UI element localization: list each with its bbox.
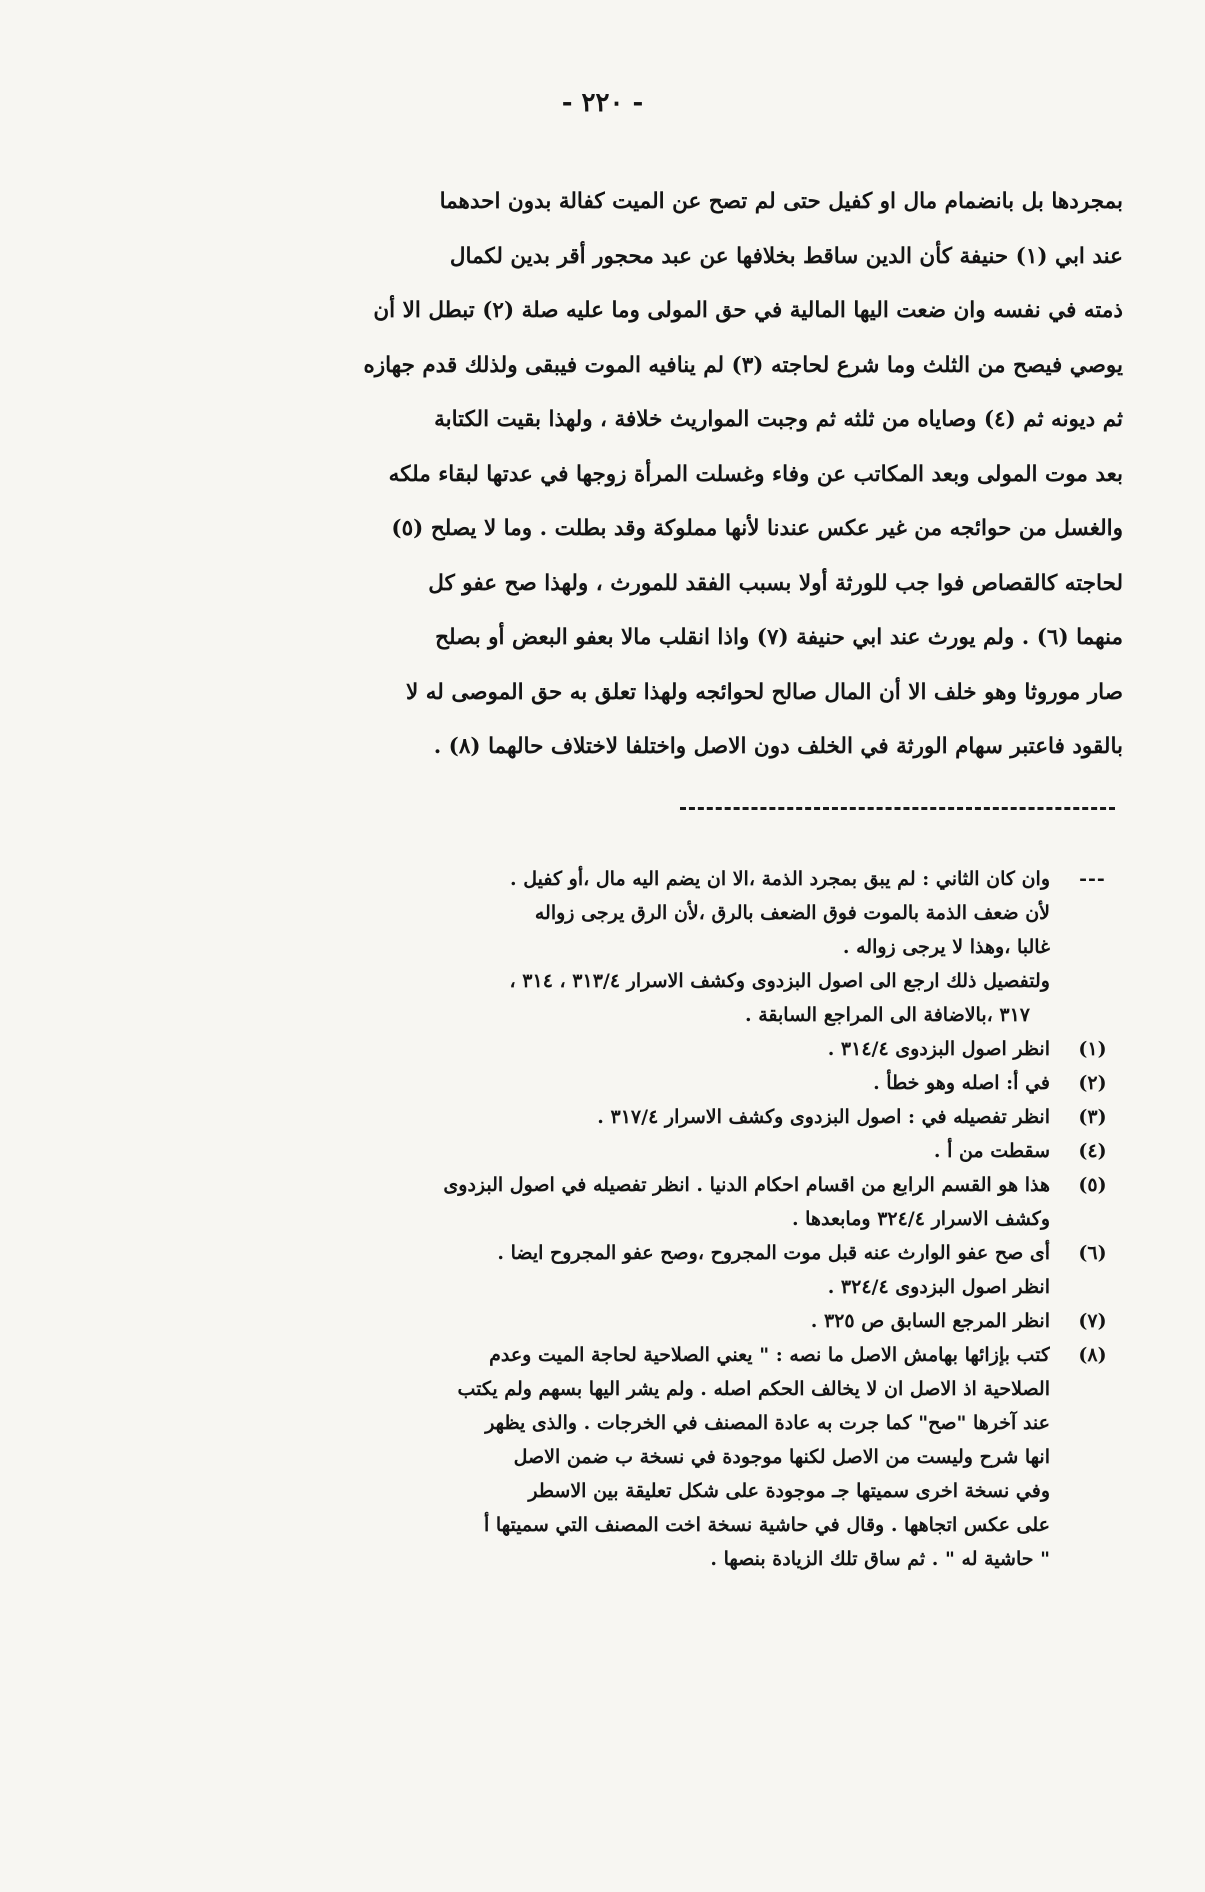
footnote-line: أى صح عفو الوارث عنه قبل موت المجروح ،وصح عفو المجروح ايضا . bbox=[497, 1242, 1050, 1264]
footnote-line: انظر اصول البزدوى ٣١٤/٤ . bbox=[827, 1038, 1050, 1060]
text-line: بالقود فاعتبر سهام الورثة في الخلف دون الاصل واختلفا لاختلاف حالهما (٨) . bbox=[433, 734, 1123, 759]
footnote-line: انها شرح وليست من الاصل لكنها موجودة في نسخة ب ضمن الاصل bbox=[513, 1446, 1050, 1468]
footnote-marker: --- bbox=[1079, 868, 1106, 890]
footnote-marker: (٣) bbox=[1078, 1106, 1107, 1128]
text-line: ثم ديونه ثم (٤) وصاياه من ثلثه ثم وجبت المواريث خلافة ، ولهذا بقيت الكتابة bbox=[434, 407, 1123, 432]
footnote-marker: (٦) bbox=[1078, 1242, 1107, 1264]
footnote-5 bbox=[150, 1168, 1135, 1236]
footnote-marker: (٤) bbox=[1078, 1140, 1107, 1162]
footnote-marker: (٧) bbox=[1078, 1310, 1107, 1332]
page-number: - ٢٢٠ - bbox=[561, 88, 644, 118]
footnote-line: في أ: اصله وهو خطأ . bbox=[873, 1072, 1050, 1094]
footnote-line: وفي نسخة اخرى سميتها جـ موجودة على شكل تعليقة بين الاسطر bbox=[528, 1480, 1050, 1502]
footnote-marker: (٢) bbox=[1078, 1072, 1107, 1094]
text-line: والغسل من حوائجه من غير عكس عندنا لأنها مملوكة وقد بطلت . وما لا يصلح (٥) bbox=[391, 516, 1123, 541]
footnote-marker: (١) bbox=[1078, 1038, 1107, 1060]
footnotes bbox=[150, 862, 1135, 1576]
footnote-line: ٣١٧ ،بالاضافة الى المراجع السابقة . bbox=[744, 1004, 1030, 1026]
footnote-marker: (٨) bbox=[1078, 1344, 1107, 1366]
footnote-6 bbox=[150, 1236, 1135, 1304]
footnote-line: كتب بإزائها بهامش الاصل ما نصه : " يعني الصلاحية لحاجة الميت وعدم bbox=[489, 1344, 1050, 1366]
text-line: يوصي فيصح من الثلث وما شرع لحاجته (٣) لم ينافيه الموت فيبقى ولذلك قدم جهازه bbox=[363, 352, 1123, 378]
footnote-1 bbox=[150, 1032, 1135, 1066]
text-line: عند ابي (١) حنيفة كأن الدين ساقط بخلافها عن عبد محجور أقر بدين لكمال bbox=[449, 243, 1123, 269]
footnote-line: سقطت من أ . bbox=[933, 1140, 1050, 1162]
footnote-4 bbox=[150, 1134, 1135, 1168]
footnote-8 bbox=[150, 1338, 1135, 1576]
footnote-line: وان كان الثاني : لم يبق بمجرد الذمة ،الا ان يضم اليه مال ،أو كفيل . bbox=[510, 868, 1050, 890]
footnote-line: ولتفصيل ذلك ارجع الى اصول البزدوى وكشف الاسرار ٣١٣/٤ ، ٣١٤ ، bbox=[509, 970, 1050, 992]
main-text bbox=[150, 175, 1123, 775]
footnote-marker: (٥) bbox=[1078, 1174, 1107, 1196]
text-line: لحاجته كالقصاص فوا جب للورثة أولا بسبب الفقد للمورث ، ولهذا صح عفو كل bbox=[428, 570, 1123, 596]
footnote-line: لأن ضعف الذمة بالموت فوق الضعف بالرق ،لأن الرق يرجى زواله bbox=[534, 902, 1050, 924]
footnote-line: وكشف الاسرار ٣٢٤/٤ ومابعدها . bbox=[791, 1208, 1050, 1230]
footnote-divider bbox=[680, 807, 1115, 810]
footnote-line: عند آخرها "صح" كما جرت به عادة المصنف في الخرجات . والذى يظهر bbox=[485, 1412, 1050, 1434]
text-line: ذمته في نفسه وان ضعت اليها المالية في حق المولى وما عليه صلة (٢) تبطل الا أن bbox=[373, 298, 1123, 323]
text-line: بعد موت المولى وبعد المكاتب عن وفاء وغسلت المرأة زوجها في عدتها لبقاء ملكه bbox=[388, 461, 1123, 487]
footnote-line: على عكس اتجاهها . وقال في حاشية نسخة اخت المصنف التي سميتها أ bbox=[484, 1514, 1050, 1536]
footnote-line: " حاشية له " . ثم ساق تلك الزيادة بنصها . bbox=[710, 1548, 1050, 1570]
footnote-continuation bbox=[150, 862, 1135, 1032]
text-line: صار موروثا وهو خلف الا أن المال صالح لحوائجه ولهذا تعلق به حق الموصى له لا bbox=[406, 679, 1123, 705]
footnote-3 bbox=[150, 1100, 1135, 1134]
text-line: بمجردها بل بانضمام مال او كفيل حتى لم تصح عن الميت كفالة بدون احدهما bbox=[439, 189, 1123, 214]
footnote-line: هذا هو القسم الرابع من اقسام احكام الدنيا . انظر تفصيله في اصول البزدوى bbox=[443, 1174, 1050, 1196]
footnote-body bbox=[150, 862, 1050, 1032]
footnote-7 bbox=[150, 1304, 1135, 1338]
footnote-line: انظر المرجع السابق ص ٣٢٥ . bbox=[810, 1310, 1050, 1332]
footnote-line: انظر اصول البزدوى ٣٢٤/٤ . bbox=[827, 1276, 1050, 1298]
text-line: منهما (٦) . ولم يورث عند ابي حنيفة (٧) واذا انقلب مالا بعفو البعض أو بصلح bbox=[435, 625, 1123, 650]
footnote-line: انظر تفصيله في : اصول البزدوى وكشف الاسرار ٣١٧/٤ . bbox=[597, 1106, 1050, 1128]
footnote-2 bbox=[150, 1066, 1135, 1100]
footnote-line: غالبا ،وهذا لا يرجى زواله . bbox=[842, 936, 1050, 958]
footnote-line: الصلاحية اذ الاصل ان لا يخالف الحكم اصله . ولم يشر اليها بسهم ولم يكتب bbox=[457, 1378, 1050, 1400]
